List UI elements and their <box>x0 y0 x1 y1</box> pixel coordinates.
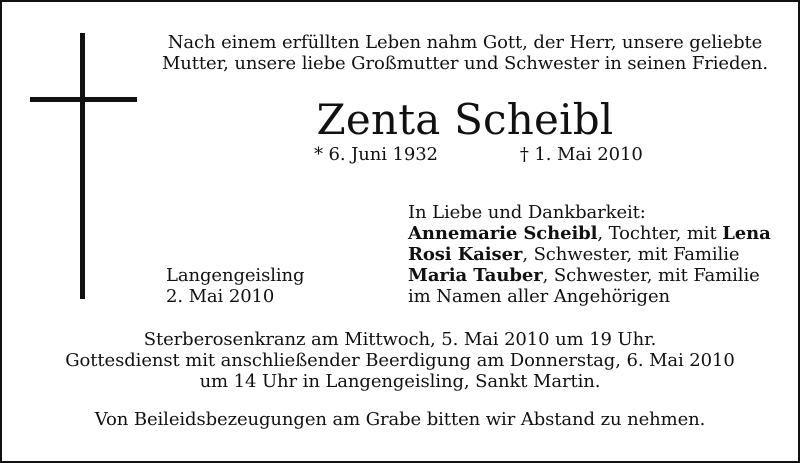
mourners-block <box>408 202 771 307</box>
announcement-line: Sterberosenkranz am Mittwoch, 5. Mai 2010 um 19 Uhr. <box>143 329 657 350</box>
mourners-heading: In Liebe und Dankbarkeit: <box>408 202 646 223</box>
mourner-relation: , Schwester, mit Familie <box>522 244 740 265</box>
place-date-block <box>166 265 304 307</box>
mourner-relation: , Schwester, mit Familie <box>542 265 760 286</box>
mourner-line <box>408 244 771 265</box>
mourner-name: Rosi Kaiser <box>408 244 523 265</box>
death-date: † 1. Mai 2010 <box>519 144 643 165</box>
mourner-relation: , Tochter, mit <box>597 223 723 244</box>
intro-text <box>150 32 780 74</box>
intro-line: Mutter, unsere liebe Großmutter und Schwester in seinen Frieden. <box>161 53 769 74</box>
mourner-line <box>408 265 771 286</box>
mourner-name: Annemarie Scheibl <box>408 223 598 244</box>
closing-note: Von Beileidsbezeugungen am Grabe bitten wir Abstand zu nehmen. <box>94 409 706 430</box>
deceased-name: Zenta Scheibl <box>316 95 614 144</box>
birth-date: * 6. Juni 1932 <box>314 144 438 165</box>
announcement-line: um 14 Uhr in Langengeisling, Sankt Martin. <box>199 371 601 392</box>
cross-horizontal-bar <box>30 97 137 102</box>
life-dates <box>314 144 643 165</box>
mourner-name: Lena <box>722 223 771 244</box>
funeral-announcement <box>40 329 760 392</box>
mourner-line: im Namen aller Angehörigen <box>408 286 671 307</box>
place: Langengeisling <box>166 265 305 286</box>
mourner-name: Maria Tauber <box>408 265 543 286</box>
notice-date: 2. Mai 2010 <box>166 286 275 307</box>
mourner-line <box>408 223 771 244</box>
announcement-line: Gottesdienst mit anschließender Beerdigung am Donnerstag, 6. Mai 2010 <box>65 350 735 371</box>
intro-line: Nach einem erfüllten Leben nahm Gott, der Herr, unsere geliebte <box>167 32 763 53</box>
cross-vertical-bar <box>80 33 85 299</box>
